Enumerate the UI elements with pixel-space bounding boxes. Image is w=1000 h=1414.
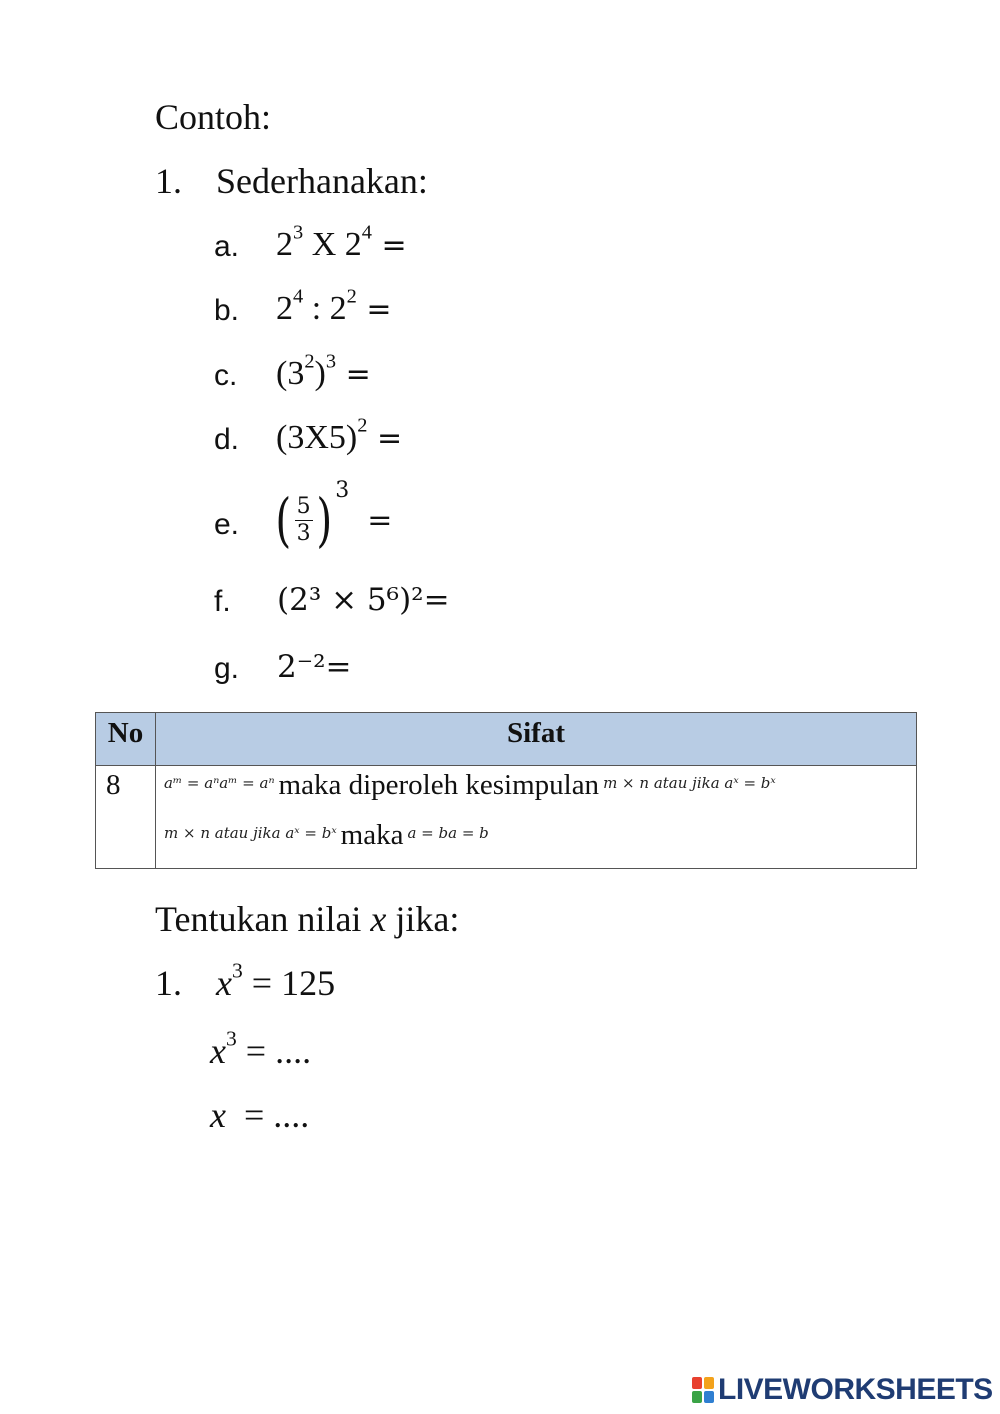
item-expression-b: $2^4$ : $2^2$ = [276, 285, 392, 327]
item-expression-c: $(3^2)^3$ = [276, 350, 371, 392]
item-expression-f: (2³ × 5⁶)²= [277, 582, 450, 618]
item-letter-f: f. [214, 585, 231, 618]
item-letter-e: e. [214, 508, 240, 541]
answer-line-2: x = .... [210, 1095, 310, 1135]
logo-text: LIVEWORKSHEETS [718, 1373, 993, 1406]
exercise-title: Tentukan nilai x jika: [155, 899, 460, 939]
item-expression-d: $(3X5)^2$ = [276, 414, 403, 456]
exercise-equation: $x^3 = 125$ [216, 958, 336, 1003]
example-title: Contoh: [155, 97, 272, 137]
problem-instruction: Sederhanakan: [216, 161, 428, 201]
item-letter-g: g. [214, 652, 240, 685]
logo-icon [692, 1377, 714, 1403]
item-expression-a: $2^3$ X $2^4$ = [276, 221, 407, 263]
item-letter-d: d. [214, 423, 240, 456]
answer-line-1: $x^3$ = .... [210, 1026, 312, 1071]
exercise-number: 1. [155, 963, 182, 1003]
item-letter-c: c. [214, 359, 238, 392]
row-number: 8 [106, 769, 121, 801]
fraction: $\frac{5}{3}$ [296, 493, 311, 546]
item-letter-b: b. [214, 294, 240, 327]
header-sifat: Sifat [507, 717, 565, 749]
item-expression-e: ( $\frac{5}{3}$ ) $^3$= [275, 478, 393, 554]
item-letter-a: a. [214, 230, 240, 263]
liveworksheets-logo [692, 1373, 993, 1407]
item-expression-g: 2⁻²= [277, 649, 352, 685]
problem-number: 1. [155, 161, 182, 201]
properties-table [95, 712, 917, 869]
sifat-line-1: aᵐ = aⁿaᵐ = aⁿ maka diperoleh kesimpulan m × n atau jika aˣ = bˣ [164, 769, 776, 801]
header-no: No [107, 717, 144, 749]
sifat-line-2: m × n atau jika aˣ = bˣ maka a = ba = b [164, 819, 489, 851]
